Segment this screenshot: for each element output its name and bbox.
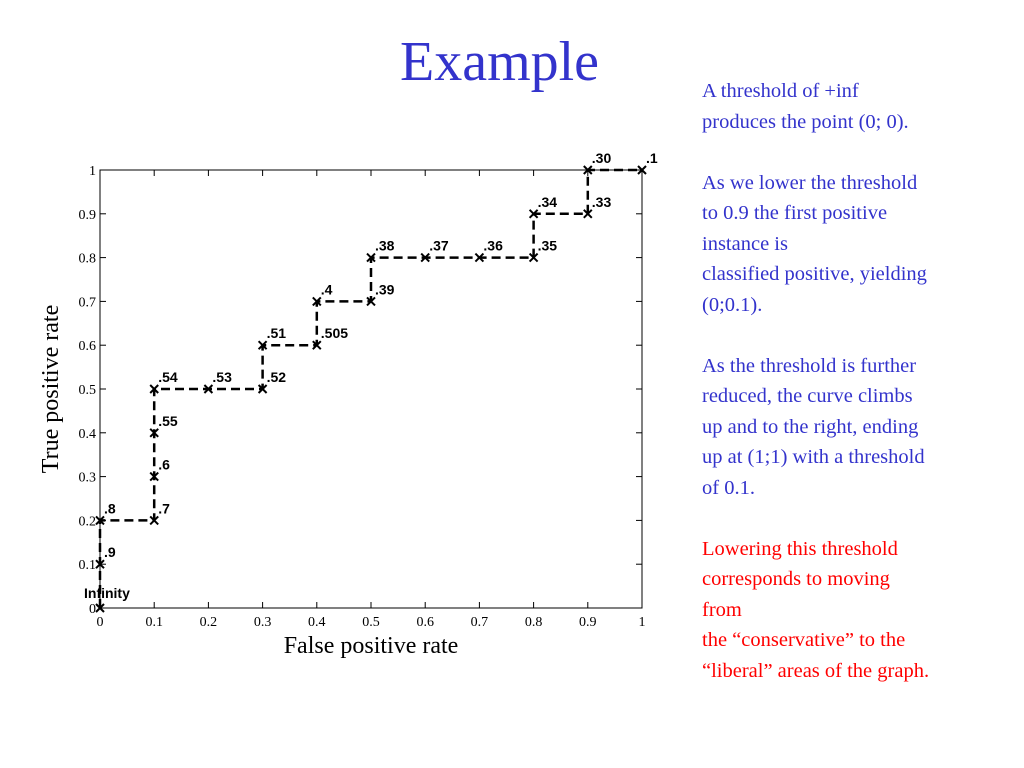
y-tick-label: 0 <box>89 602 96 617</box>
threshold-label: .4 <box>320 281 333 298</box>
y-tick-label: 0.5 <box>78 383 96 398</box>
x-tick-label: 1 <box>638 615 646 630</box>
note-line: (0;0.1). <box>702 293 763 316</box>
y-tick-label: 1 <box>89 164 96 179</box>
threshold-label: .34 <box>537 193 558 210</box>
note-paragraph <box>702 351 1002 504</box>
roc-curve-line <box>100 170 642 608</box>
x-tick-label: 0.2 <box>199 615 218 630</box>
threshold-labels <box>84 150 658 601</box>
note-line: As we lower the threshold <box>702 171 918 194</box>
threshold-label: .6 <box>158 456 170 473</box>
x-tick-label: 0.7 <box>470 615 489 630</box>
y-tick-label: 0.7 <box>78 295 96 311</box>
note-line: reduced, the curve climbs <box>702 385 913 407</box>
note-line: classified positive, yielding <box>702 263 927 285</box>
note-line: up and to the right, ending <box>702 415 919 438</box>
threshold-label: Infinity <box>84 585 130 601</box>
note-line: instance is <box>702 232 788 255</box>
axis-tick-labels <box>79 164 646 630</box>
y-tick-label: 0.1 <box>78 558 96 574</box>
explanation-notes <box>702 76 1002 717</box>
threshold-label: .38 <box>375 237 395 254</box>
slide-title: Example <box>400 31 600 93</box>
x-axis-label: False positive rate <box>283 633 459 659</box>
x-tick-label: 0.1 <box>145 615 163 630</box>
y-tick-label: 0.8 <box>78 251 96 267</box>
threshold-label: .7 <box>158 500 170 517</box>
x-tick-label: 0.8 <box>524 615 543 630</box>
note-line: up at (1;1) with a threshold <box>702 446 925 468</box>
note-paragraph <box>702 534 1002 687</box>
threshold-label: .54 <box>158 369 178 385</box>
threshold-label: .8 <box>104 500 116 517</box>
threshold-label: .53 <box>212 369 232 385</box>
threshold-label: .505 <box>320 325 349 342</box>
note-line: produces the point (0; 0). <box>702 110 909 133</box>
note-paragraph <box>702 168 1002 321</box>
threshold-label: .36 <box>483 237 503 254</box>
x-tick-label: 0 <box>96 615 104 630</box>
x-tick-label: 0.5 <box>362 615 380 630</box>
threshold-label: .52 <box>266 369 287 385</box>
note-line: of 0.1. <box>702 476 755 499</box>
note-line: As the threshold is further <box>702 354 917 377</box>
threshold-label: .30 <box>591 150 612 166</box>
y-axis-label: True positive rate <box>38 304 64 474</box>
threshold-label: .1 <box>646 150 658 166</box>
x-tick-label: 0.9 <box>579 615 597 630</box>
x-tick-label: 0.3 <box>253 615 272 630</box>
y-tick-label: 0.2 <box>78 514 96 530</box>
y-tick-label: 0.4 <box>78 426 96 442</box>
note-line: to 0.9 the first positive <box>702 202 888 224</box>
note-line: the “conservative” to the <box>702 629 906 651</box>
note-line: Lowering this threshold <box>702 537 898 560</box>
note-line: from <box>702 598 742 621</box>
threshold-label: .55 <box>158 412 178 429</box>
note-line: corresponds to moving <box>702 568 890 590</box>
threshold-label: .35 <box>537 237 558 254</box>
threshold-label: .51 <box>266 325 287 342</box>
note-paragraph <box>702 76 1002 137</box>
note-line: “liberal” areas of the graph. <box>702 659 930 682</box>
y-tick-label: 0.6 <box>78 339 96 355</box>
x-tick-label: 0.6 <box>416 615 434 630</box>
threshold-label: .37 <box>429 237 449 254</box>
note-line: A threshold of +inf <box>702 80 859 102</box>
y-tick-label: 0.9 <box>78 207 96 223</box>
threshold-label: .39 <box>375 281 395 298</box>
y-tick-label: 0.3 <box>78 470 96 486</box>
threshold-label: .9 <box>104 544 116 561</box>
threshold-label: .33 <box>591 193 612 210</box>
x-tick-label: 0.4 <box>308 615 326 630</box>
